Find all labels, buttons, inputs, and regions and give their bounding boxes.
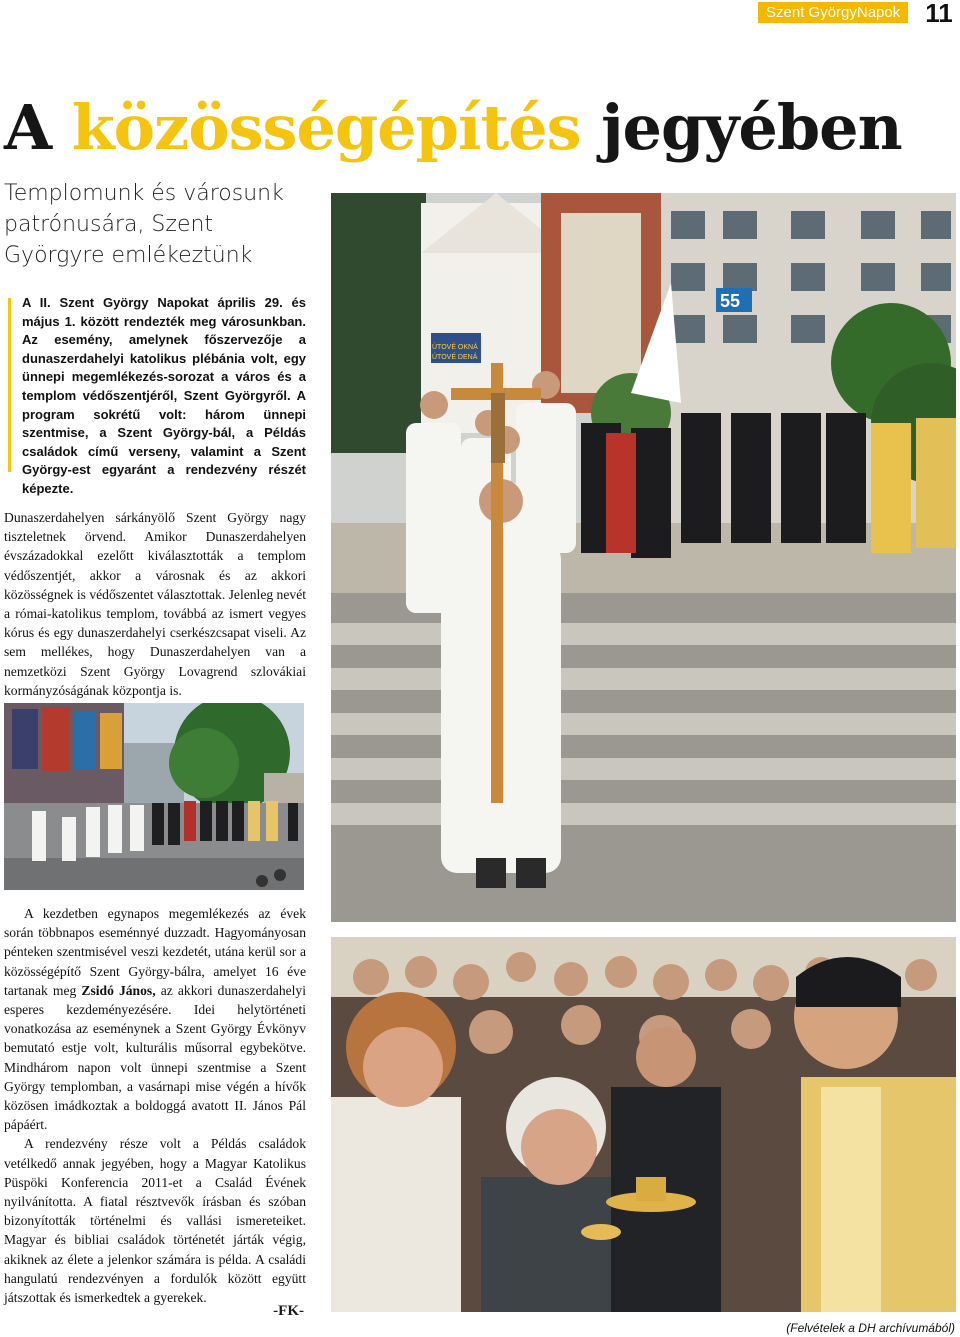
headline — [4, 90, 956, 166]
headline-part3: jegyében — [601, 91, 902, 164]
author-signature: -FK- — [273, 1303, 304, 1319]
headline-part1: A — [4, 91, 52, 164]
body-text-1 — [4, 508, 306, 700]
building-number: 55 — [720, 291, 741, 311]
photo-procession-cross — [331, 193, 956, 922]
photo-communion — [331, 937, 956, 1312]
shop-sign-line-2: ÚTOVÉ DENÁ — [432, 354, 478, 361]
photo-street-procession — [4, 703, 304, 890]
page-header — [0, 0, 960, 26]
page-number: 11 — [925, 0, 953, 28]
section-tag: Szent GyörgyNapok — [758, 2, 908, 23]
headline-part2: közösségépítés — [71, 91, 581, 164]
body1-paragraph: Dunaszerdahelyen sárkányölő Szent György nagy tiszteletnek örvend. Amikor Dunaszerdahelyen évszázadokkal ezelőtt kiválasztották a templom védőszentjét, akkor a városnak és az akkori közösségnek is védőszentet választottak. Jelenleg nevét a római-katolikus templom, továbbá az ismert vegyes kórus és egy dunaszerdahelyi cserkészcsapat viseli. Az sem mellékes, hogy Dunaszerdahelyen van a nemzetközi Szent György Lovagrend szlovákiai kormányzóságának központja is. — [4, 510, 306, 698]
body2-p1-bold-name: Zsidó János, — [81, 982, 156, 998]
body2-p1-text-b: az akkori dunaszerdahelyi esperes kezdeményezésére. Idei helytörténeti vonatkozása az eseménynek a Szent György Évkönyv bemutató estje volt, kulturális műsorral egybekötve. Mindhárom napon volt ünnepi szentmise a Szent György templomban, a vasárnapi mise végén a hívők közösen imádkoztak a boldoggá avatott II. János Pál pápáért. — [4, 982, 307, 1133]
body2-paragraph-1 — [4, 904, 306, 1134]
shop-sign-line-1: ÚTOVÉ OKNÁ — [432, 344, 478, 351]
subhead: Templomunk és városunk patrónusára, Szent Györgyre emlékeztünk — [4, 181, 284, 268]
body2-paragraph-2: A rendezvény része volt a Példás családok vetélkedő annak jegyében, hogy a Magyar Katolikus Püspöki Konferencia 2011-et a Család Évének nyilvánította. A fiatal résztvevők írásban és szóban bizonyították történelmi és vallási ismereteiket. Magyar és bibliai családok történetét járták végig, akiknek az élete a jelenkor számára is példa. A családi hangulatú rendezvényen a fordulók között együtt játszottak és ismerkedtek a gyerekek. — [4, 1136, 306, 1306]
photo-credit: (Felvételek a DH archívumából) — [786, 1321, 955, 1335]
body-text-2 — [4, 904, 306, 1307]
lead-paragraph: A II. Szent György Napokat április 29. és május 1. között rendezték meg városunkban. Az esemény, amelynek főszervezője a dunaszerdahelyi katolikus plébánia volt, egy ünnepi megemlékezés-sorozat a város és a templom védőszentjéről, Szent Györgyről. A program sokrétű volt: három ünnepi szentmise, a Szent György-bál, a Példás családok című verseny, valamint a Szent György-est egyaránt a rendezvény részét képezte. — [4, 294, 306, 499]
body2-p1-text-a: A kezdetben egynapos megemlékezés az évek során többnapos eseménnyé duzzadt. Hagyományosan pénteken szentmisével veszi kezdetét, utána kerül sor a közösségépítő Szent György-bálra, amelyet 16 éve tartanak meg — [4, 906, 306, 998]
